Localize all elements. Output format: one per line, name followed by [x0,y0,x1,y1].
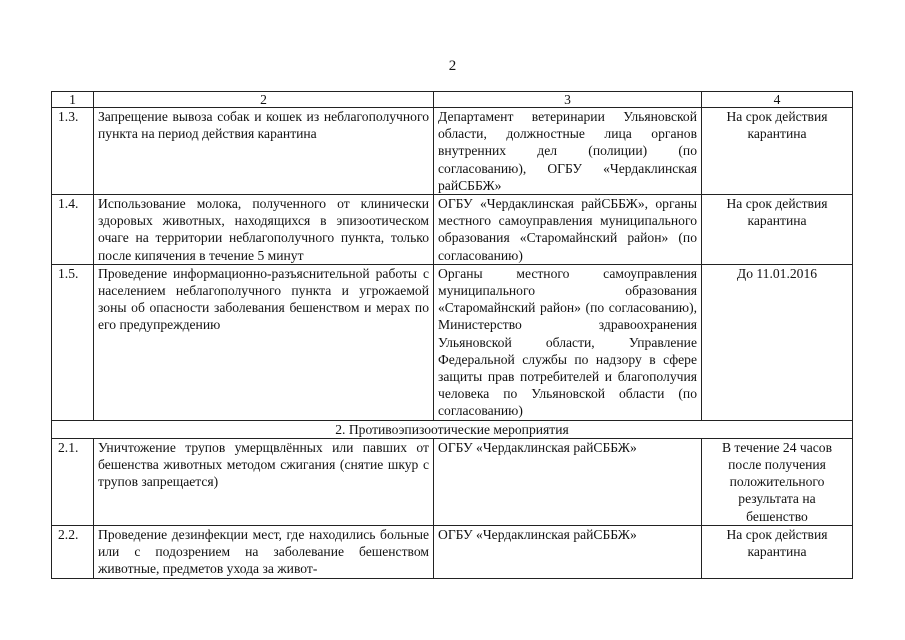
table-row [52,264,853,420]
header-cell: 1 [52,92,94,108]
row-number: 1.4. [52,195,94,265]
responsible-cell: ОГБУ «Чердаклинская райСББЖ» [434,525,702,578]
term-cell: В течение 24 часов после получения положительного результата на бешенство [702,438,853,525]
table-row [52,195,853,265]
measure-cell: Уничтожение трупов умерщвлённых или павших от бешенства животных методом сжигания (снятие шкур с трупов запрещается) [94,438,434,525]
responsible-cell: ОГБУ «Чердаклинская райСББЖ», органы местного самоуправления муниципального образования «Старомайнский район» (по согласованию) [434,195,702,265]
header-cell: 4 [702,92,853,108]
table-header-row [52,92,853,108]
measures-table [51,91,853,579]
section-title: 2. Противоэпизоотические мероприятия [52,420,853,438]
measure-cell: Использование молока, полученного от клинически здоровых животных, находящихся в эпизоотическом очаге на территории неблагополучного пункта, только после кипячения в течение 5 минут [94,195,434,265]
section-header-row [52,420,853,438]
term-cell: На срок действия карантина [702,195,853,265]
term-cell: На срок действия карантина [702,525,853,578]
table-row [52,108,853,195]
measure-cell: Проведение информационно-разъяснительной работы с населением неблагополучного пункта и угрожаемой зоны об опасности заболевания бешенством и мерах по его предупреждению [94,264,434,420]
responsible-cell: Органы местного самоуправления муниципального образования «Старомайнский район» (по согласованию), Министерство здравоохранения Ульяновской области, Управление Федеральной службы по надзору в сфере защиты прав потребителей и благополучия человека по Ульяновской области (по согласованию) [434,264,702,420]
header-cell: 3 [434,92,702,108]
measure-cell [94,525,434,578]
row-number: 2.2. [52,525,94,578]
measure-text: Проведение дезинфекции мест, где находились больные или с подозрением на заболевание бешенством животные, предметов ухода за живот- [98,526,429,577]
responsible-cell: Департамент ветеринарии Ульяновской области, должностные лица органов внутренних дел (полиции) (по согласованию), ОГБУ «Чердаклинская райСББЖ» [434,108,702,195]
header-cell: 2 [94,92,434,108]
term-cell: На срок действия карантина [702,108,853,195]
measure-cell: Запрещение вывоза собак и кошек из неблагополучного пункта на период действия карантина [94,108,434,195]
row-number: 2.1. [52,438,94,525]
term-cell: До 11.01.2016 [702,264,853,420]
responsible-cell: ОГБУ «Чердаклинская райСББЖ» [434,438,702,525]
page-number: 2 [448,58,457,74]
table-row [52,525,853,578]
row-number: 1.3. [52,108,94,195]
row-number: 1.5. [52,264,94,420]
table-row [52,438,853,525]
